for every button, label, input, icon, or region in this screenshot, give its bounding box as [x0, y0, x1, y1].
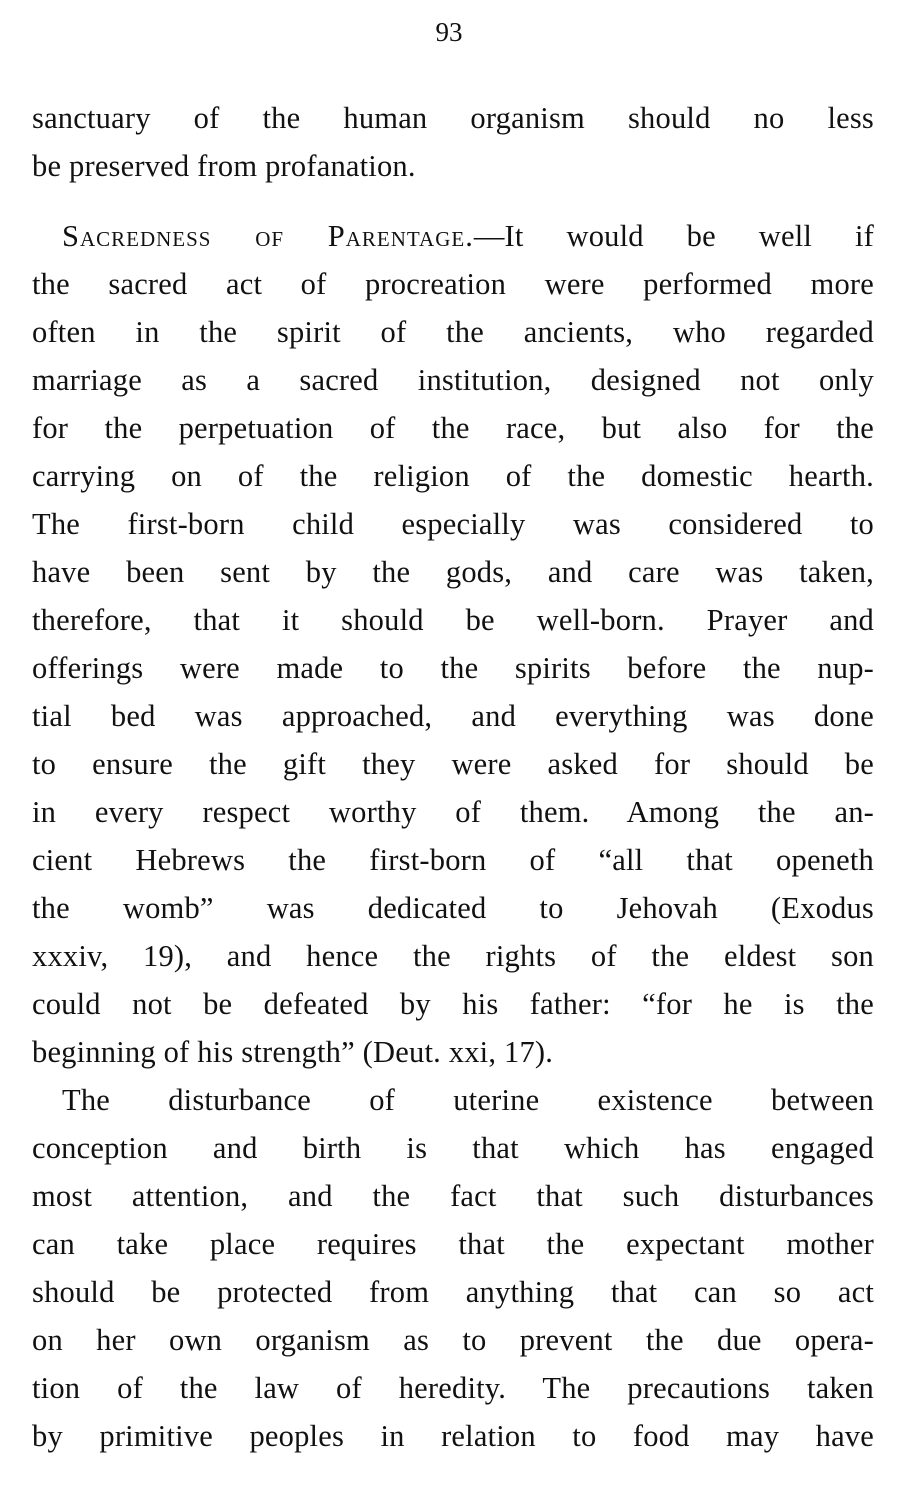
text-line: to ensure the gift they were asked for should be [32, 747, 874, 781]
heading-continuation: —It would be well if [473, 219, 875, 253]
text-line: The disturbance of uterine existence between [62, 1083, 874, 1117]
text-line: the womb” was dedicated to Jehovah (Exodus [32, 891, 874, 925]
body-text [32, 94, 874, 1460]
paragraph-3 [32, 1076, 874, 1460]
text-line: be preserved from profanation. [32, 149, 416, 183]
text-line: for the perpetuation of the race, but also for the [32, 411, 874, 445]
text-line: cient Hebrews the first-born of “all that openeth [32, 843, 874, 877]
text-line: in every respect worthy of them. Among the an- [32, 795, 874, 829]
section-heading: Sacredness of Parentage. [62, 219, 474, 253]
paragraph-2 [32, 212, 874, 1076]
text-line: xxxiv, 19), and hence the rights of the eldest son [32, 939, 874, 973]
text-line: tial bed was approached, and everything was done [32, 699, 874, 733]
text-line: the sacred act of procreation were performed more [32, 267, 874, 301]
text-line: tion of the law of heredity. The precautions taken [32, 1371, 874, 1405]
text-line: therefore, that it should be well-born. Prayer and [32, 603, 874, 637]
text-line: The first-born child especially was considered to [32, 507, 874, 541]
text-line: conception and birth is that which has engaged [32, 1131, 874, 1165]
text-line: should be protected from anything that can so act [32, 1275, 874, 1309]
text-line: offerings were made to the spirits before the nup- [32, 651, 874, 685]
text-line: beginning of his strength” (Deut. xxi, 17). [32, 1035, 554, 1069]
text-line: have been sent by the gods, and care was taken, [32, 555, 874, 589]
text-line: marriage as a sacred institution, designed not only [32, 363, 874, 397]
text-line: often in the spirit of the ancients, who regarded [32, 315, 874, 349]
paragraph-2-first-line [32, 212, 874, 260]
page-number: 93 [435, 17, 463, 47]
paragraph-1 [32, 94, 874, 190]
text-line: by primitive peoples in relation to food may have [32, 1419, 874, 1453]
text-line: can take place requires that the expectant mother [32, 1227, 874, 1261]
text-line: sanctuary of the human organism should no less [32, 101, 874, 135]
text-line: most attention, and the fact that such disturbances [32, 1179, 874, 1213]
text-line: could not be defeated by his father: “for he is the [32, 987, 874, 1021]
text-line: on her own organism as to prevent the due opera- [32, 1323, 874, 1357]
text-line: carrying on of the religion of the domestic hearth. [32, 459, 874, 493]
